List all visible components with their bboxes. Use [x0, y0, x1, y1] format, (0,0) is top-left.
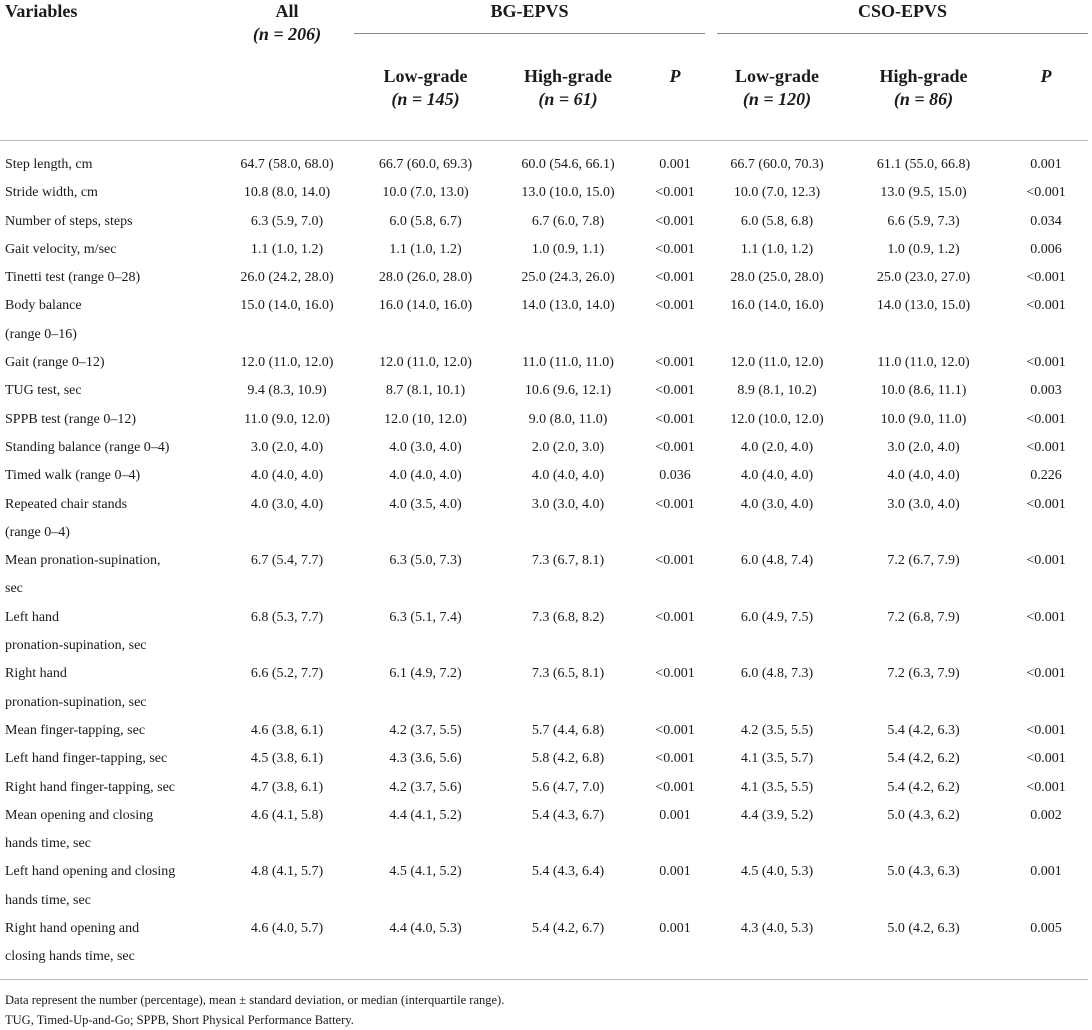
table-row [0, 179, 1088, 207]
row-value: 5.4 (4.3, 6.4) [531, 864, 605, 880]
row-value: 6.6 (5.9, 7.3) [887, 213, 960, 229]
row-value: 5.7 (4.4, 6.8) [531, 722, 605, 738]
row-value: 5.0 (4.3, 6.2) [887, 807, 960, 823]
row-value: 6.8 (5.3, 7.7) [250, 609, 324, 625]
row-value: 0.001 [659, 921, 691, 937]
row-value: 4.3 (3.6, 5.6) [389, 751, 462, 767]
table-row [0, 208, 1088, 236]
row-label-line: TUG test, sec [5, 383, 82, 399]
row-value: 4.8 (4.1, 5.7) [250, 864, 324, 880]
row-value: 60.0 (54.6, 66.1) [521, 157, 615, 172]
row-value: 12.0 (11.0, 12.0) [240, 355, 334, 371]
row-value: 25.0 (24.3, 26.0) [521, 270, 615, 286]
row-value: 4.0 (3.0, 4.0) [740, 496, 814, 512]
row-value: 4.6 (3.8, 6.1) [250, 722, 324, 738]
row-value: <0.001 [1026, 270, 1066, 286]
row-value: 3.0 (3.0, 4.0) [887, 496, 960, 512]
row-value: <0.001 [655, 439, 695, 455]
table-row [0, 434, 1088, 462]
row-value: 66.7 (60.0, 70.3) [730, 157, 824, 172]
row-value: 4.5 (3.8, 6.1) [250, 751, 324, 767]
row-label-line: Left hand finger-tapping, sec [5, 751, 168, 767]
header-bg-low-label: Low-grade [383, 66, 468, 86]
row-value: 1.0 (0.9, 1.1) [531, 241, 605, 257]
row-value: <0.001 [655, 751, 695, 767]
table-row [0, 774, 1088, 802]
row-value: <0.001 [655, 779, 695, 795]
row-value: 11.0 (11.0, 12.0) [877, 355, 970, 371]
row-value: 4.1 (3.5, 5.5) [740, 779, 814, 795]
row-value: 6.0 (4.8, 7.3) [740, 666, 814, 682]
row-value: 28.0 (25.0, 28.0) [730, 270, 824, 286]
row-label-line: hands time, sec [5, 892, 91, 908]
table-row [0, 717, 1088, 745]
row-value: 0.001 [659, 864, 691, 880]
row-value: 0.006 [1030, 241, 1062, 257]
row-value: 6.0 (4.8, 7.4) [740, 553, 814, 569]
row-value: 1.1 (1.0, 1.2) [389, 241, 462, 257]
row-label [0, 462, 220, 490]
row-value: 10.6 (9.6, 12.1) [524, 383, 612, 399]
row-label-line: pronation-supination, sec [5, 694, 147, 710]
row-value: <0.001 [655, 298, 695, 314]
header-bg-high [497, 57, 639, 140]
header-cso-low [711, 57, 843, 140]
row-value: <0.001 [1026, 439, 1066, 455]
row-label-line: Gait velocity, m/sec [5, 241, 117, 257]
row-value: 10.0 (7.0, 13.0) [382, 185, 469, 201]
row-label-line: Mean opening and closing [5, 807, 154, 823]
row-value: 5.4 (4.2, 6.2) [887, 751, 960, 767]
row-value: 4.0 (4.0, 4.0) [250, 468, 324, 484]
row-label [0, 377, 220, 405]
row-label-line: Timed walk (range 0–4) [5, 468, 141, 484]
row-value: 6.3 (5.0, 7.3) [389, 553, 462, 569]
header-bg-low [354, 57, 497, 140]
row-value: 4.0 (3.0, 4.0) [250, 496, 324, 512]
row-label-line: Stride width, cm [5, 185, 98, 201]
row-value: 4.0 (2.0, 4.0) [740, 439, 814, 455]
row-label [0, 717, 220, 745]
header-cso-low-n: (n = 120) [742, 89, 812, 109]
row-label [0, 236, 220, 264]
row-label [0, 406, 220, 434]
row-value: 0.001 [1030, 157, 1062, 172]
row-value: 10.0 (9.0, 11.0) [880, 411, 967, 427]
row-label [0, 264, 220, 292]
row-label-line: Repeated chair stands [5, 496, 128, 512]
row-value: 12.0 (10.0, 12.0) [730, 411, 824, 427]
row-value: 9.0 (8.0, 11.0) [528, 411, 608, 427]
row-value: <0.001 [655, 666, 695, 682]
row-value: <0.001 [1026, 722, 1066, 738]
table-row [0, 377, 1088, 405]
row-value: <0.001 [655, 241, 695, 257]
footnotes [5, 990, 504, 1030]
row-value: 5.4 (4.2, 6.7) [531, 921, 605, 937]
header-cso-high-label: High-grade [879, 66, 968, 86]
header-bg-p: P [669, 66, 681, 86]
table-row [0, 802, 1088, 859]
row-value: <0.001 [1026, 779, 1066, 795]
table-row [0, 745, 1088, 773]
row-value: 26.0 (24.2, 28.0) [240, 270, 334, 286]
row-value: 0.005 [1030, 921, 1062, 937]
row-value: <0.001 [655, 496, 695, 512]
row-value: <0.001 [655, 609, 695, 625]
row-value: 5.0 (4.2, 6.3) [887, 921, 960, 937]
table-row [0, 604, 1088, 661]
row-value: 64.7 (58.0, 68.0) [240, 157, 334, 172]
row-label-line: Left hand opening and closing [5, 864, 176, 880]
row-value: 7.3 (6.8, 8.2) [531, 609, 605, 625]
table-row [0, 858, 1088, 915]
row-value: 5.8 (4.2, 6.8) [531, 751, 605, 767]
row-label [0, 141, 220, 180]
row-label [0, 745, 220, 773]
row-label-line: Mean pronation-supination, [5, 553, 161, 569]
table-row [0, 264, 1088, 292]
row-value: 7.2 (6.3, 7.9) [887, 666, 960, 682]
row-value: 10.0 (8.6, 11.1) [880, 383, 967, 399]
header-blank-1 [0, 57, 220, 140]
header-bg-low-n: (n = 145) [391, 89, 460, 109]
table-row [0, 406, 1088, 434]
row-value: 4.5 (4.1, 5.2) [389, 864, 462, 880]
footer-rule [0, 979, 1088, 980]
row-value: 15.0 (14.0, 16.0) [240, 298, 334, 314]
row-value: 4.7 (3.8, 6.1) [250, 779, 324, 795]
row-value: 6.7 (5.4, 7.7) [250, 553, 324, 569]
row-value: <0.001 [1026, 553, 1066, 569]
table-row [0, 660, 1088, 717]
row-value: 6.3 (5.9, 7.0) [250, 213, 324, 229]
row-label-line: hands time, sec [5, 836, 91, 852]
row-value: 13.0 (10.0, 15.0) [521, 185, 615, 201]
row-value: <0.001 [655, 213, 695, 229]
row-value: 6.1 (4.9, 7.2) [389, 666, 462, 682]
row-label [0, 660, 220, 717]
row-label-line: Mean finger-tapping, sec [5, 722, 146, 738]
row-label-line: Gait (range 0–12) [5, 355, 105, 371]
row-value: 13.0 (9.5, 15.0) [880, 185, 967, 201]
row-value: 4.1 (3.5, 5.7) [740, 751, 814, 767]
header-row-1 [0, 0, 1088, 57]
table-row [0, 141, 1088, 180]
row-value: 4.0 (3.5, 4.0) [389, 496, 462, 512]
header-row-2 [0, 57, 1088, 140]
row-label-line: Step length, cm [5, 157, 93, 172]
row-value: 14.0 (13.0, 14.0) [521, 298, 615, 314]
row-value: <0.001 [655, 411, 695, 427]
header-all [220, 0, 354, 57]
row-label-line: Right hand opening and [5, 921, 140, 937]
row-value: 6.3 (5.1, 7.4) [389, 609, 462, 625]
row-value: 16.0 (14.0, 16.0) [378, 298, 473, 314]
row-value: 6.6 (5.2, 7.7) [250, 666, 324, 682]
header-all-label: All [275, 1, 299, 21]
row-value: 4.2 (3.7, 5.5) [389, 722, 462, 738]
table-row [0, 349, 1088, 377]
row-value: <0.001 [655, 553, 695, 569]
header-all-n: (n = 206) [252, 24, 322, 44]
row-value: 61.1 (55.0, 66.8) [876, 157, 971, 172]
footnote-1: Data represent the number (percentage), mean ± standard deviation, or median (interquartile range). [5, 993, 505, 1007]
row-value: 3.0 (2.0, 4.0) [250, 439, 324, 455]
row-value: 7.2 (6.7, 7.9) [887, 553, 960, 569]
row-value: 5.6 (4.7, 7.0) [531, 779, 605, 795]
row-label [0, 179, 220, 207]
row-value: 12.0 (11.0, 12.0) [379, 355, 472, 371]
row-value: 4.0 (4.0, 4.0) [389, 468, 462, 484]
row-value: <0.001 [1026, 609, 1066, 625]
row-value: 2.0 (2.0, 3.0) [531, 439, 605, 455]
row-value: 16.0 (14.0, 16.0) [730, 298, 824, 314]
table-row [0, 292, 1088, 349]
row-label [0, 349, 220, 377]
row-label-line: Body balance [5, 298, 82, 314]
row-value: 4.2 (3.5, 5.5) [740, 722, 814, 738]
row-value: 0.034 [1030, 213, 1062, 229]
table-row [0, 915, 1088, 972]
row-value: 4.4 (4.0, 5.3) [389, 921, 462, 937]
row-label [0, 491, 220, 548]
header-bg-high-n: (n = 61) [538, 89, 598, 109]
row-value: <0.001 [1026, 185, 1066, 201]
row-value: 12.0 (11.0, 12.0) [730, 355, 824, 371]
row-label [0, 292, 220, 349]
header-cso-low-label: Low-grade [735, 66, 820, 86]
row-value: 7.3 (6.5, 8.1) [531, 666, 605, 682]
row-value: 1.1 (1.0, 1.2) [740, 241, 814, 257]
row-label [0, 547, 220, 604]
row-label-line: Number of steps, steps [5, 213, 133, 229]
row-value: <0.001 [1026, 496, 1066, 512]
row-value: 4.6 (4.1, 5.8) [250, 807, 324, 823]
row-value: 9.4 (8.3, 10.9) [247, 383, 327, 399]
row-value: <0.001 [655, 270, 695, 286]
row-value: <0.001 [655, 383, 695, 399]
row-value: 5.4 (4.2, 6.2) [887, 779, 960, 795]
header-bg-epvs [354, 0, 711, 57]
row-value: 66.7 (60.0, 69.3) [378, 157, 473, 172]
row-value: 8.7 (8.1, 10.1) [385, 383, 466, 399]
row-label-line: (range 0–16) [5, 326, 77, 342]
row-value: 11.0 (9.0, 12.0) [244, 411, 330, 427]
row-value: 1.0 (0.9, 1.2) [887, 241, 960, 257]
header-variables: Variables [5, 1, 78, 21]
row-value: <0.001 [1026, 666, 1066, 682]
header-bg-high-label: High-grade [524, 66, 612, 86]
row-label [0, 434, 220, 462]
row-value: 7.3 (6.7, 8.1) [531, 553, 605, 569]
row-value: 8.9 (8.1, 10.2) [737, 383, 817, 399]
header-cso-epvs [711, 0, 1088, 57]
row-value: 6.0 (5.8, 6.8) [740, 213, 814, 229]
row-value: 4.0 (4.0, 4.0) [740, 468, 814, 484]
row-value: 0.001 [659, 807, 691, 823]
row-value: 10.0 (7.0, 12.3) [733, 185, 821, 201]
table-row [0, 236, 1088, 264]
header-bg-epvs-label: BG-EPVS [354, 0, 705, 34]
row-value: 6.0 (5.8, 6.7) [389, 213, 462, 229]
row-value: <0.001 [1026, 411, 1066, 427]
row-value: 10.8 (8.0, 14.0) [243, 185, 331, 201]
row-value: 0.001 [659, 157, 691, 172]
row-label [0, 208, 220, 236]
row-value: 4.4 (3.9, 5.2) [740, 807, 814, 823]
row-label [0, 858, 220, 915]
row-label-line: closing hands time, sec [5, 949, 135, 965]
table-row [0, 462, 1088, 490]
row-label-line: Right hand [5, 666, 67, 682]
row-value: 4.0 (4.0, 4.0) [531, 468, 605, 484]
row-label-line: Tinetti test (range 0–28) [5, 270, 141, 286]
row-label-line: pronation-supination, sec [5, 638, 147, 654]
row-value: 0.002 [1030, 807, 1062, 823]
table-row [0, 547, 1088, 604]
footnote-2: TUG, Timed-Up-and-Go; SPPB, Short Physical Performance Battery. [5, 1013, 354, 1027]
row-value: 0.036 [659, 468, 691, 484]
header-cso-high-n: (n = 86) [893, 89, 954, 109]
row-value: <0.001 [655, 355, 695, 371]
row-value: 5.4 (4.3, 6.7) [531, 807, 605, 823]
row-value: <0.001 [655, 185, 695, 201]
row-label [0, 802, 220, 859]
row-label-line: SPPB test (range 0–12) [5, 411, 137, 427]
row-label-line: sec [5, 581, 23, 597]
row-value: 25.0 (23.0, 27.0) [876, 270, 971, 286]
row-label [0, 774, 220, 802]
row-value: 14.0 (13.0, 15.0) [876, 298, 971, 314]
row-value: 5.4 (4.2, 6.3) [887, 722, 960, 738]
row-value: 4.4 (4.1, 5.2) [389, 807, 462, 823]
row-label-line: (range 0–4) [5, 524, 70, 540]
row-value: <0.001 [1026, 355, 1066, 371]
row-label [0, 915, 220, 972]
row-value: 4.2 (3.7, 5.6) [389, 779, 462, 795]
row-value: 6.7 (6.0, 7.8) [531, 213, 605, 229]
row-label-line: Left hand [5, 609, 60, 625]
row-value: 1.1 (1.0, 1.2) [250, 241, 324, 257]
row-value: 0.003 [1030, 383, 1062, 399]
row-value: 0.001 [1030, 864, 1062, 880]
row-value: 28.0 (26.0, 28.0) [378, 270, 473, 286]
row-label-line: Right hand finger-tapping, sec [5, 779, 176, 795]
row-value: 4.3 (4.0, 5.3) [740, 921, 814, 937]
row-value: 4.0 (4.0, 4.0) [887, 468, 960, 484]
header-blank-2 [220, 57, 354, 140]
header-cso-epvs-label: CSO-EPVS [717, 0, 1088, 34]
header-cso-high [843, 57, 1004, 140]
table-row [0, 491, 1088, 548]
row-value: <0.001 [655, 722, 695, 738]
row-label-line: Standing balance (range 0–4) [5, 439, 170, 455]
row-value: 3.0 (2.0, 4.0) [887, 439, 960, 455]
row-value: 7.2 (6.8, 7.9) [887, 609, 960, 625]
row-label [0, 604, 220, 661]
row-value: <0.001 [1026, 751, 1066, 767]
row-value: 3.0 (3.0, 4.0) [531, 496, 605, 512]
row-value: <0.001 [1026, 298, 1066, 314]
row-value: 4.5 (4.0, 5.3) [740, 864, 814, 880]
row-value: 5.0 (4.3, 6.3) [887, 864, 960, 880]
row-value: 0.226 [1030, 468, 1062, 484]
row-value: 4.0 (3.0, 4.0) [389, 439, 462, 455]
row-value: 11.0 (11.0, 11.0) [522, 355, 614, 371]
row-value: 4.6 (4.0, 5.7) [250, 921, 324, 937]
header-cso-p: P [1040, 66, 1052, 86]
row-value: 6.0 (4.9, 7.5) [740, 609, 814, 625]
row-value: 12.0 (10, 12.0) [384, 411, 467, 427]
